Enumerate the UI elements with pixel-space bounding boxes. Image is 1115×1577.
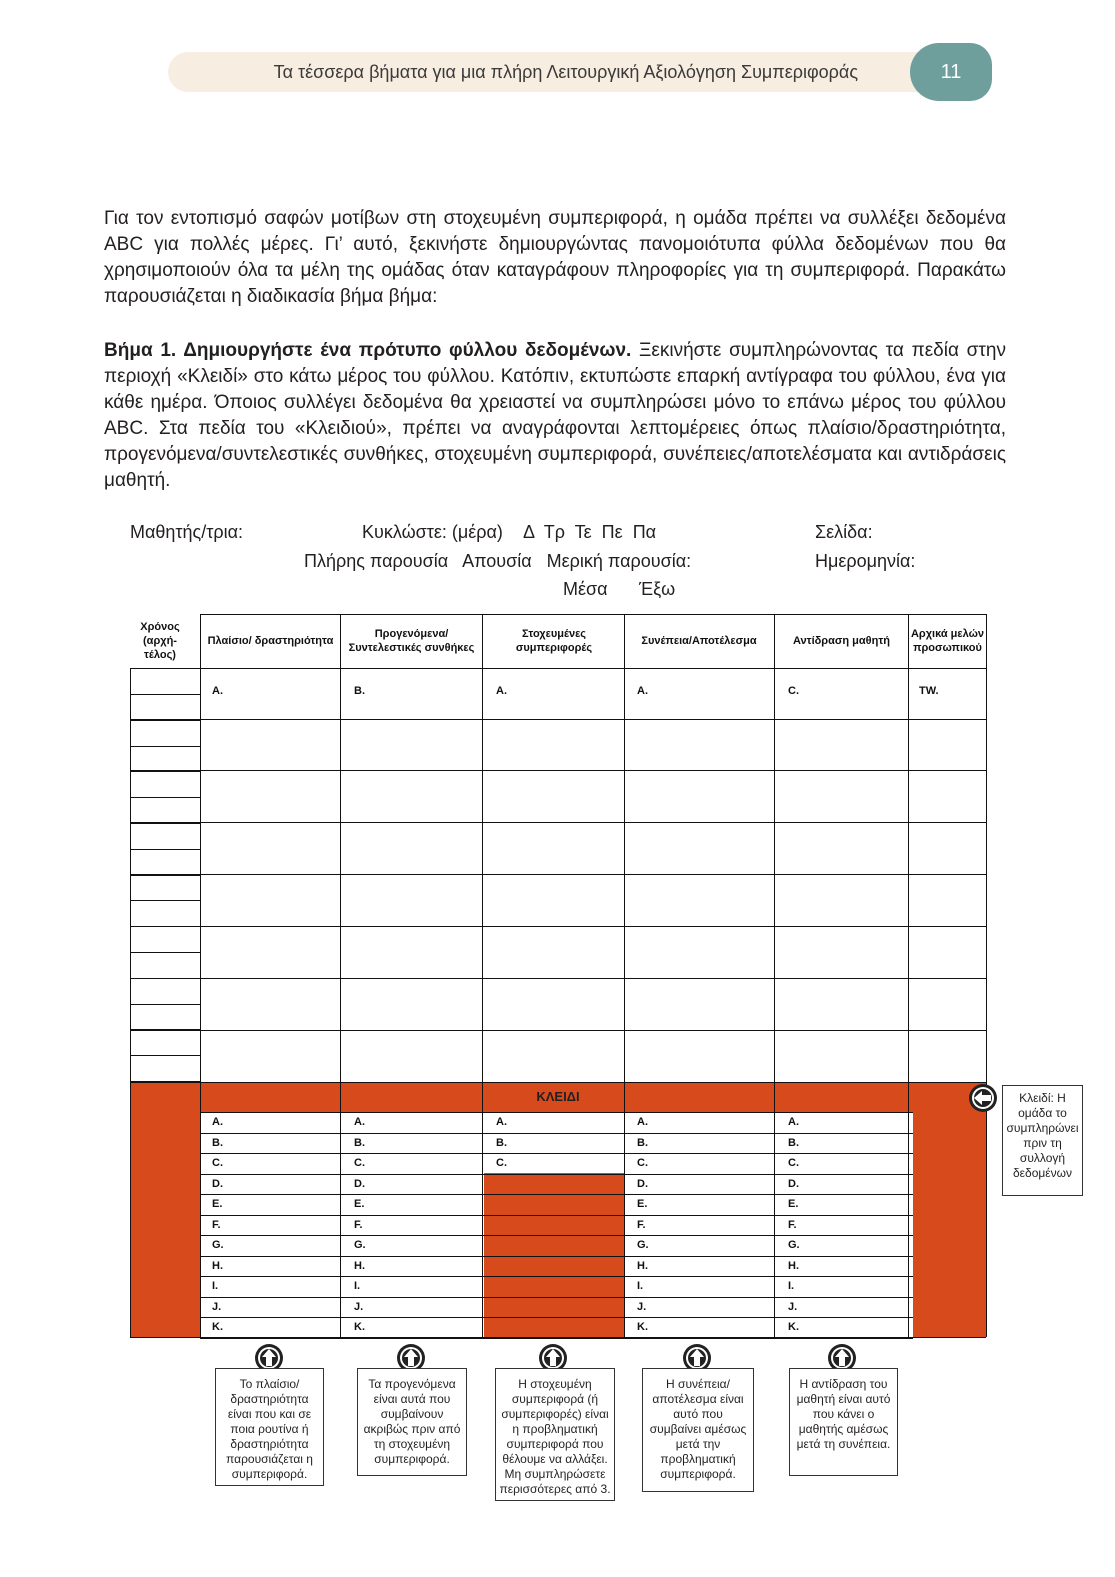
grid-line — [130, 1030, 200, 1031]
grid-line — [200, 1194, 913, 1195]
day-options: Δ Τρ Τε Πε Πα — [523, 522, 657, 542]
grid-line — [482, 614, 483, 1337]
left-arrow-icon — [967, 1082, 999, 1114]
page-number-badge: 11 — [910, 43, 992, 101]
key-letter: B. — [788, 1137, 799, 1149]
grid-line — [130, 849, 200, 850]
row1-reaction-value: C. — [788, 685, 799, 697]
key-letter: I. — [637, 1280, 644, 1292]
key-letter: J. — [788, 1301, 798, 1313]
row1-antecedent-value: B. — [354, 685, 365, 697]
note-consequence: Η συνέπεια/ αποτέλεσμα είναι αυτό που συμβαίνει αμέσως μετά την προβληματική συμπεριφορά. — [642, 1368, 754, 1492]
grid-line — [130, 720, 200, 721]
key-letter: D. — [354, 1178, 365, 1190]
key-letter: B. — [354, 1137, 365, 1149]
key-letter: D. — [637, 1178, 648, 1190]
key-letter: C. — [496, 1157, 507, 1169]
grid-line — [130, 1337, 986, 1338]
key-letter: E. — [354, 1198, 365, 1210]
grid-line — [774, 614, 775, 1337]
key-letter: G. — [788, 1239, 800, 1251]
row1-consequence-value: A. — [637, 685, 648, 697]
grid-line — [130, 1004, 200, 1005]
header-title: Τα τέσσερα βήματα για μια πλήρη Λειτουργική Αξιολόγηση Συμπεριφοράς — [273, 62, 858, 82]
key-letter: A. — [637, 1116, 648, 1128]
key-letter: F. — [788, 1219, 797, 1231]
grid-line — [130, 771, 200, 772]
grid-line — [200, 614, 201, 1337]
grid-line — [130, 900, 200, 901]
key-letter: H. — [637, 1260, 648, 1272]
note-target: Η στοχευμένη συμπεριφορά (ή συμπεριφορές) είναι η προβληματική συμπεριφορά που θέλουμε να αλλάξει. Μη συμπληρώσετε περισσότερες από 3. — [495, 1368, 615, 1501]
row1-initials-value: TW. — [919, 685, 939, 697]
grid-line — [200, 978, 986, 979]
intro-paragraph: Για τον εντοπισμό σαφών μοτίβων στη στοχευμένη συμπεριφορά, η ομάδα πρέπει να συλλέξει δεδομένα ABC για πολλές μέρες. Γι’ αυτό, ξεκινήστε δημιουργώντας πανομοιότυπα φύλλα δεδομένων που θα χρησιμοποιούν όλα τα μέλη της ομάδας όταν καταγράφουν πληροφορίες για τη συμπεριφορά. Παρακάτω παρουσιάζεται η διαδικασία βήμα βήμα: — [104, 208, 1006, 307]
key-letter: C. — [788, 1157, 799, 1169]
key-initials-blocked — [913, 1112, 986, 1337]
grid-line — [130, 746, 200, 747]
key-letter: A. — [212, 1116, 223, 1128]
note-context: Το πλαίσιο/ δραστηριότητα είναι που και σε ποια ρουτίνα ή δραστηριότητα παρουσιάζεται η συμπεριφορά. — [215, 1368, 324, 1486]
header-context: Πλαίσιο/ δραστηριότητα — [207, 635, 334, 647]
grid-line — [200, 1174, 913, 1175]
grid-line — [130, 822, 200, 823]
grid-line — [130, 875, 200, 876]
grid-line — [130, 1055, 200, 1056]
key-letter: B. — [637, 1137, 648, 1149]
key-letter: H. — [354, 1260, 365, 1272]
grid-line — [200, 1112, 913, 1113]
key-letter: H. — [212, 1260, 223, 1272]
grid-line — [200, 1215, 913, 1216]
key-letter: C. — [212, 1157, 223, 1169]
key-letter: K. — [788, 1321, 799, 1333]
grid-line — [200, 614, 986, 615]
grid-line — [200, 874, 986, 875]
grid-line — [200, 822, 986, 823]
key-note-box: Κλειδί: Η ομάδα το συμπληρώνει πριν τη συλλογή δεδομένων — [1002, 1085, 1083, 1196]
grid-line — [130, 952, 200, 953]
grid-line — [200, 1317, 913, 1318]
key-letter: C. — [637, 1157, 648, 1169]
key-target-blocked — [484, 1173, 624, 1337]
grid-line — [908, 614, 909, 1337]
grid-line — [200, 1276, 913, 1277]
page-field-label: Σελίδα: — [815, 522, 873, 542]
key-letter: F. — [354, 1219, 363, 1231]
key-letter: C. — [354, 1157, 365, 1169]
grid-line — [200, 719, 986, 720]
attendance-options: Πλήρης παρουσία Απουσία Μερική παρουσία: — [304, 551, 692, 571]
grid-line — [130, 668, 986, 669]
header-staff-initials: Αρχικά μελών προσωπικού — [910, 628, 985, 654]
key-letter: J. — [354, 1301, 364, 1313]
student-label: Μαθητής/τρια: — [130, 522, 243, 542]
inside-option: Μέσα — [563, 579, 608, 599]
key-letter: J. — [637, 1301, 647, 1313]
key-title-bar: ΚΛΕΙΔΙ — [130, 1082, 986, 1112]
key-letter: G. — [212, 1239, 224, 1251]
key-letter: K. — [212, 1321, 223, 1333]
grid-line — [130, 823, 200, 824]
grid-line — [200, 926, 986, 927]
key-letter: A. — [496, 1116, 507, 1128]
key-letter: B. — [212, 1137, 223, 1149]
header-consequence: Συνέπεια/Αποτέλεσμα — [641, 635, 757, 647]
header-time: Χρόνος (αρχή-τέλος) — [140, 621, 180, 661]
key-letter: E. — [637, 1198, 648, 1210]
key-letter: J. — [212, 1301, 222, 1313]
circle-day-label: Κυκλώστε: (μέρα) — [362, 522, 503, 542]
key-letter: I. — [212, 1280, 219, 1292]
key-letter: E. — [788, 1198, 799, 1210]
grid-line — [130, 719, 200, 720]
grid-line — [130, 1082, 986, 1083]
key-letter: D. — [788, 1178, 799, 1190]
key-letter: F. — [637, 1219, 646, 1231]
grid-line — [200, 1030, 986, 1031]
key-letter: K. — [354, 1321, 365, 1333]
step1-text: Ξεκινήστε συμπληρώνοντας τα πεδία στην περιοχή «Κλειδί» στο κάτω μέρος του φύλλου. Κατόπιν, εκτυπώστε επαρκή αντίγραφα του φύλλου, ένα για κάθε ημέρα. Όποιος συλλέγει δεδομένα θα χρειαστεί να συμπληρώσει μόνο το επάνω μέρος του φύλλου ABC. Στα πεδία του «Κλειδιού», πρέπει να αναγράφονται λεπτομέρειες όπως πλαίσιο/δραστηριότητα, προγενόμενα/συντελεστικές συνθήκες, στοχευμένη συμπεριφορά, συνέπειες/αποτελέσματα και αντιδράσεις μαθητή. — [104, 340, 1006, 491]
row1-context-value: A. — [212, 685, 223, 697]
key-letter: G. — [354, 1239, 366, 1251]
key-letter: D. — [212, 1178, 223, 1190]
row1-target-value: A. — [496, 685, 507, 697]
key-letter: F. — [212, 1219, 221, 1231]
grid-line — [130, 668, 131, 1337]
grid-line — [200, 1338, 913, 1339]
grid-line — [200, 1235, 913, 1236]
header-antecedents: Προγενόμενα/ Συντελεστικές συνθήκες — [348, 628, 475, 654]
key-letter: K. — [637, 1321, 648, 1333]
date-field-label: Ημερομηνία: — [815, 551, 916, 571]
grid-line — [340, 614, 341, 1337]
outside-option: Έξω — [639, 579, 676, 599]
note-reaction: Η αντίδραση του μαθητή είναι αυτό που κάνει ο μαθητής αμέσως μετά τη συνέπεια. — [789, 1368, 898, 1476]
key-letter: H. — [788, 1260, 799, 1272]
key-letter: E. — [212, 1198, 223, 1210]
key-time-blocked — [130, 1112, 200, 1337]
grid-line — [624, 614, 625, 1337]
key-letter: A. — [788, 1116, 799, 1128]
key-letter: A. — [354, 1116, 365, 1128]
grid-line — [200, 1297, 913, 1298]
grid-line — [200, 1153, 913, 1154]
grid-line — [130, 926, 200, 927]
header-target-behaviors: Στοχευμένες συμπεριφορές — [515, 628, 593, 654]
note-antecedent: Τα προγενόμενα είναι αυτά που συμβαίνουν ακριβώς πριν από τη στοχευμένη συμπεριφορά. — [357, 1368, 467, 1476]
grid-line — [130, 694, 200, 695]
key-letter: I. — [788, 1280, 795, 1292]
grid-line — [130, 797, 200, 798]
grid-line — [130, 978, 200, 979]
key-letter: G. — [637, 1239, 649, 1251]
grid-line — [130, 874, 200, 875]
header-student-reaction: Αντίδραση μαθητή — [793, 635, 890, 647]
grid-line — [200, 1256, 913, 1257]
grid-line — [200, 770, 986, 771]
key-letter: B. — [496, 1137, 507, 1149]
grid-line — [986, 614, 987, 1337]
grid-line — [130, 770, 200, 771]
key-letter: I. — [354, 1280, 361, 1292]
grid-line — [200, 1133, 913, 1134]
step1-heading: Βήμα 1. Δημιουργήστε ένα πρότυπο φύλλου δεδομένων. — [104, 340, 632, 361]
